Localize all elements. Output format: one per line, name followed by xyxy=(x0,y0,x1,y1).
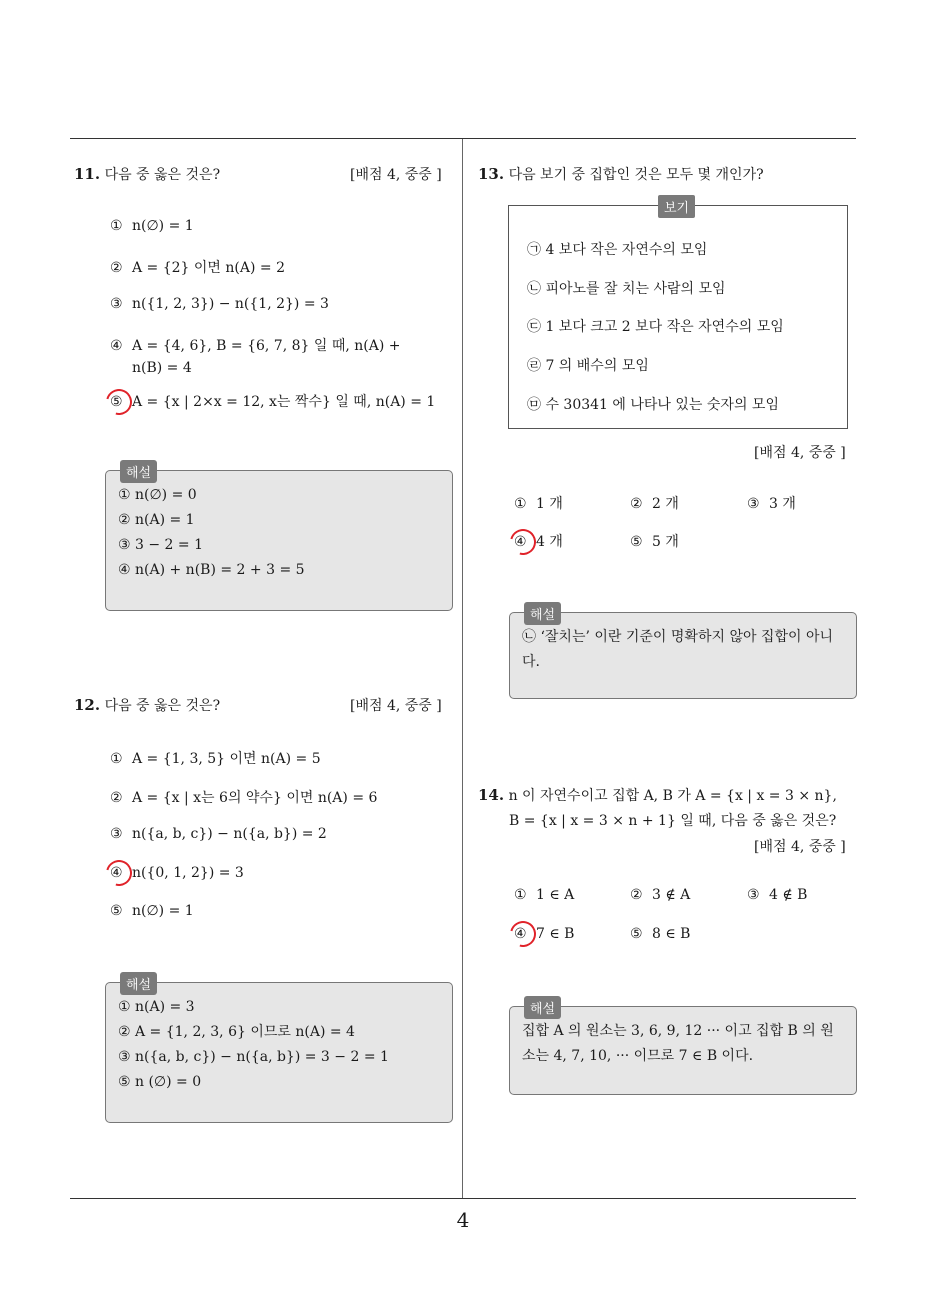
q13-option-1[interactable] xyxy=(514,493,563,513)
option-mark: ③ xyxy=(110,826,123,842)
column-divider xyxy=(462,139,463,1199)
q14-number: 14. xyxy=(478,786,505,804)
option-text: n(∅) = 1 xyxy=(132,218,194,234)
explanation-label: 해설 xyxy=(120,460,157,483)
option-text: n({0, 1, 2}) = 3 xyxy=(132,865,244,881)
q13-heading xyxy=(478,164,764,184)
option-mark: ② xyxy=(630,496,643,512)
explanation-line: ① n(A) = 3 xyxy=(118,999,195,1015)
q12-score: [배점 4, 중중 ] xyxy=(350,698,442,714)
option-mark: ④ xyxy=(110,338,123,354)
q14-option-5[interactable] xyxy=(630,926,690,942)
q11-explanation-box xyxy=(105,466,453,611)
q11-number: 11. xyxy=(74,165,101,183)
explanation-line: ② A = {1, 2, 3, 6} 이므로 n(A) = 4 xyxy=(118,1024,355,1040)
explanation-line: ④ n(A) + n(B) = 2 + 3 = 5 xyxy=(118,562,305,578)
option-mark: ② xyxy=(110,790,123,806)
answer-circle-mark: ④ xyxy=(514,926,536,942)
option-text: 3 개 xyxy=(769,496,796,512)
bogi-item: ㉢ 1 보다 크고 2 보다 작은 자연수의 모임 xyxy=(527,319,784,335)
explanation-line: ③ n({a, b, c}) − n({a, b}) = 3 − 2 = 1 xyxy=(118,1049,389,1065)
q14-question-cont: B = {x | x = 3 × n + 1} 일 때, 다음 중 옳은 것은? xyxy=(509,813,837,829)
q14-option-4[interactable] xyxy=(514,926,574,942)
q13-option-5[interactable] xyxy=(630,531,679,551)
answer-circle-mark: ④ xyxy=(514,534,536,550)
bogi-item: ㉠ 4 보다 작은 자연수의 모임 xyxy=(527,242,708,258)
q11-option-5[interactable] xyxy=(110,391,435,411)
option-text: A = {x | x는 6의 약수} 이면 n(A) = 6 xyxy=(132,790,378,806)
explanation-label: 해설 xyxy=(120,972,157,995)
option-mark: ① xyxy=(514,496,527,512)
option-text: n({a, b, c}) − n({a, b}) = 2 xyxy=(132,826,327,842)
option-mark: ① xyxy=(110,218,123,234)
option-mark: ① xyxy=(110,751,123,767)
option-text: 1 개 xyxy=(536,496,563,512)
q13-number: 13. xyxy=(478,165,505,183)
option-text: 2 개 xyxy=(652,496,679,512)
bottom-rule xyxy=(70,1198,856,1199)
option-text: 1 ∈ A xyxy=(536,887,575,903)
option-text: 4 개 xyxy=(536,534,563,550)
q12-option-4[interactable] xyxy=(110,865,244,881)
option-text: 7 ∈ B xyxy=(536,926,575,942)
q11-option-4-cont: n(B) = 4 xyxy=(132,360,192,376)
q14-option-3[interactable] xyxy=(747,887,807,903)
q12-option-2[interactable] xyxy=(110,787,377,807)
explanation-line: ① n(∅) = 0 xyxy=(118,487,197,503)
q12-option-5[interactable] xyxy=(110,903,194,919)
explanation-text: 집합 A 의 원소는 3, 6, 9, 12 ··· 이고 집합 B 의 원소는 4, 7, 10, ··· 이므로 7 ∈ B 이다. xyxy=(522,1023,834,1064)
option-text: A = {x | 2×x = 12, x는 짝수} 일 때, n(A) = 1 xyxy=(132,394,436,410)
option-text: 4 ∉ B xyxy=(769,887,808,903)
q12-question: 다음 중 옳은 것은? xyxy=(104,698,221,714)
option-mark: ⑤ xyxy=(630,534,643,550)
option-text: A = {4, 6}, B = {6, 7, 8} 일 때, n(A) + xyxy=(132,338,401,354)
q14-question: n 이 자연수이고 집합 A, B 가 A = {x | x = 3 × n}, xyxy=(508,788,837,804)
q11-option-2[interactable] xyxy=(110,257,285,277)
option-text: 3 ∉ A xyxy=(652,887,691,903)
answer-circle-mark: ⑤ xyxy=(110,394,132,410)
q11-option-3[interactable] xyxy=(110,296,329,312)
q12-option-3[interactable] xyxy=(110,826,327,842)
q14-option-2[interactable] xyxy=(630,887,690,903)
option-text: n(∅) = 1 xyxy=(132,903,194,919)
explanation-text: ㉡ ‘잘치는’ 이란 기준이 명확하지 않아 집합이 아니다. xyxy=(522,629,834,670)
q14-score: [배점 4, 중중 ] xyxy=(754,839,846,855)
explanation-label: 해설 xyxy=(524,996,561,1019)
option-text: n({1, 2, 3}) − n({1, 2}) = 3 xyxy=(132,296,329,312)
q14-option-1[interactable] xyxy=(514,887,574,903)
option-mark: ③ xyxy=(110,296,123,312)
q12-number: 12. xyxy=(74,696,101,714)
page-number: 4 xyxy=(456,1208,470,1232)
option-mark: ③ xyxy=(747,887,760,903)
option-mark: ② xyxy=(630,887,643,903)
q13-option-2[interactable] xyxy=(630,493,679,513)
bogi-item: ㉤ 수 30341 에 나타나 있는 숫자의 모임 xyxy=(527,397,779,413)
option-text: A = {2} 이면 n(A) = 2 xyxy=(132,260,286,276)
option-mark: ② xyxy=(110,260,123,276)
option-text: 5 개 xyxy=(652,534,679,550)
q13-explanation-box xyxy=(509,608,857,699)
q13-bogi-box xyxy=(508,201,848,429)
q13-question: 다음 보기 중 집합인 것은 모두 몇 개인가? xyxy=(508,167,764,183)
option-text: 8 ∈ B xyxy=(652,926,691,942)
q12-explanation-box xyxy=(105,978,453,1123)
option-text: A = {1, 3, 5} 이면 n(A) = 5 xyxy=(132,751,321,767)
q13-option-3[interactable] xyxy=(747,493,796,513)
q12-heading xyxy=(74,695,220,715)
q14-explanation-box xyxy=(509,1002,857,1095)
q13-option-4[interactable] xyxy=(514,531,563,551)
q11-option-4[interactable] xyxy=(110,335,401,355)
option-mark: ① xyxy=(514,887,527,903)
q11-score: [배점 4, 중중 ] xyxy=(350,167,442,183)
bogi-item: ㉡ 피아노를 잘 치는 사람의 모임 xyxy=(527,281,726,297)
answer-circle-mark: ④ xyxy=(110,865,132,881)
explanation-line: ⑤ n (∅) = 0 xyxy=(118,1074,202,1090)
explanation-line: ③ 3 − 2 = 1 xyxy=(118,537,203,553)
q11-heading xyxy=(74,164,220,184)
explanation-label: 해설 xyxy=(524,602,561,625)
option-mark: ⑤ xyxy=(110,903,123,919)
q11-question: 다음 중 옳은 것은? xyxy=(104,167,221,183)
bogi-label: 보기 xyxy=(658,195,695,218)
explanation-line: ② n(A) = 1 xyxy=(118,512,195,528)
q11-option-1[interactable] xyxy=(110,218,194,234)
q14-heading xyxy=(478,785,837,805)
bogi-item: ㉣ 7 의 배수의 모임 xyxy=(527,358,649,374)
option-mark: ⑤ xyxy=(630,926,643,942)
top-rule xyxy=(70,138,856,139)
q13-score: [배점 4, 중중 ] xyxy=(754,445,846,461)
option-mark: ③ xyxy=(747,496,760,512)
q12-option-1[interactable] xyxy=(110,748,321,768)
